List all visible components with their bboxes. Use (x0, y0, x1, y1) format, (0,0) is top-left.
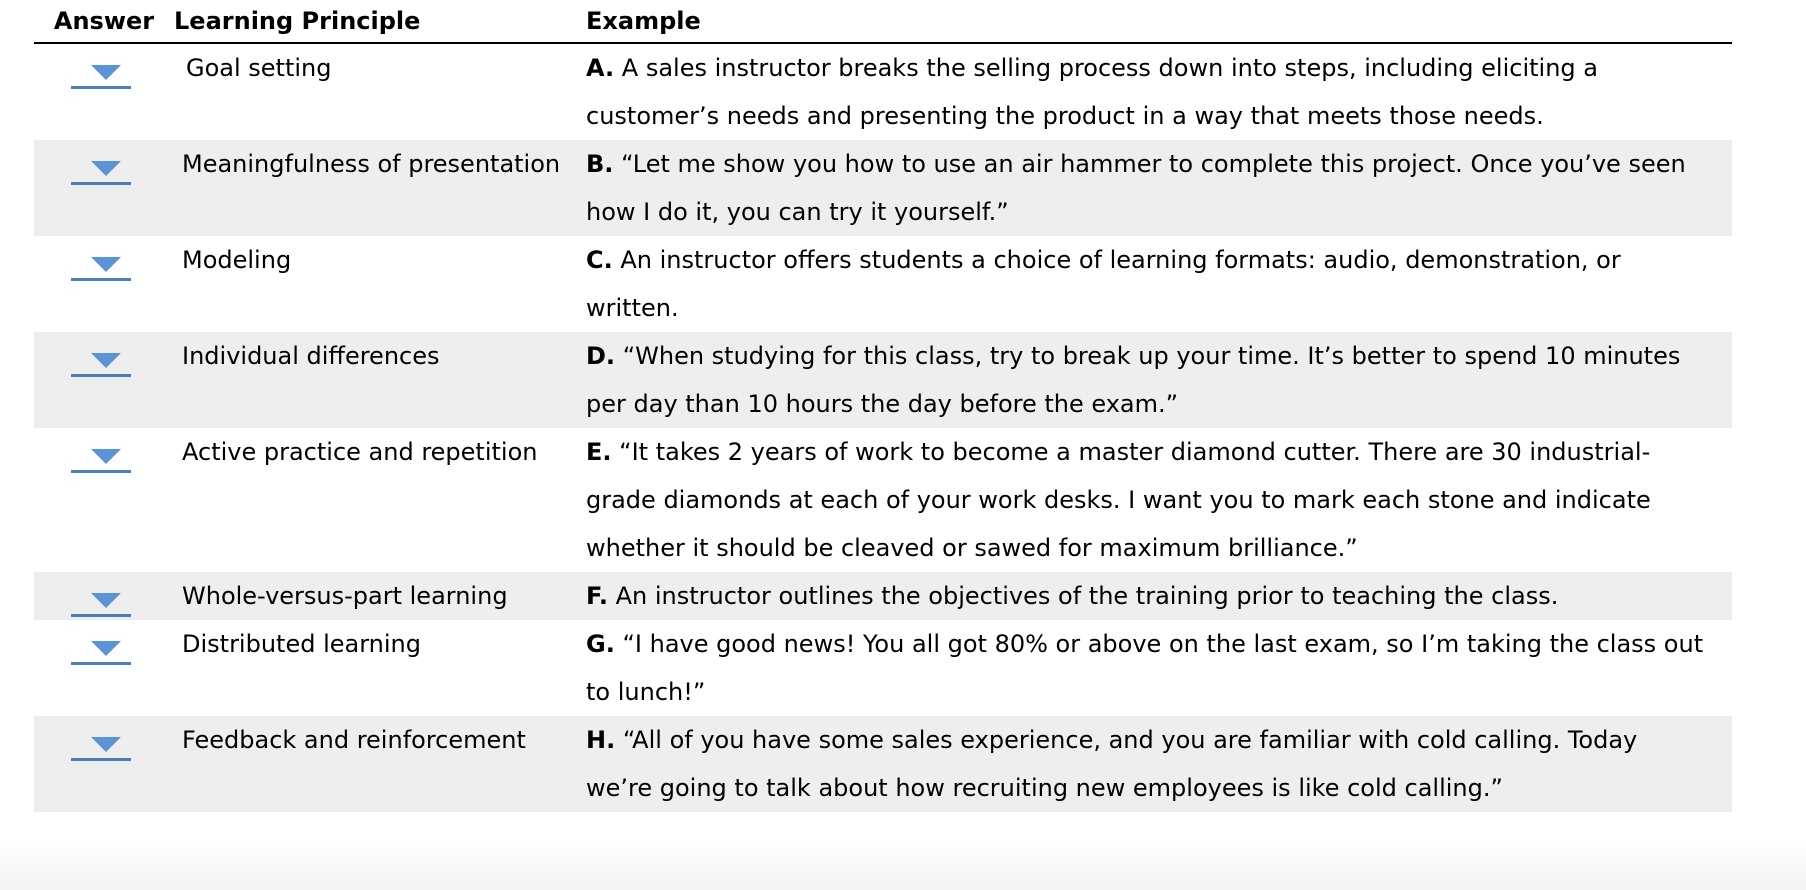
table-row (34, 620, 1732, 716)
table-row (34, 332, 1732, 428)
answer-cell (34, 572, 174, 620)
example-cell (586, 572, 1732, 620)
example-text: “Let me show you how to use an air hammer to complete this project. Once you’ve seen how I do it, you can try it yourself.” (586, 150, 1686, 226)
example-text: “It takes 2 years of work to become a master diamond cutter. There are 30 industrial-grade diamonds at each of your work desks. I want you to mark each stone and indicate whether it should be cleaved or sawed for maximum brilliance.” (586, 438, 1651, 562)
answer-dropdown[interactable] (71, 632, 133, 668)
table-row (34, 572, 1732, 620)
answer-cell (34, 332, 174, 428)
learning-principle: Individual differences (182, 342, 440, 370)
answer-dropdown[interactable] (71, 440, 133, 476)
answer-cell (34, 428, 174, 572)
chevron-down-icon (91, 449, 121, 464)
table-row (34, 140, 1732, 236)
header-example: Example (586, 0, 1732, 43)
dropdown-underline (71, 278, 131, 281)
matching-table (34, 0, 1732, 812)
example-cell (586, 716, 1732, 812)
example-letter: B. (586, 150, 614, 178)
table-row (34, 716, 1732, 812)
learning-principle: Distributed learning (182, 630, 421, 658)
chevron-down-icon (91, 65, 121, 80)
answer-dropdown[interactable] (71, 56, 133, 92)
bottom-fade (0, 840, 1806, 890)
dropdown-underline (71, 374, 131, 377)
example-text: “All of you have some sales experience, and you are familiar with cold calling. Today we’re going to talk about how recruiting new employees is like cold calling.” (586, 726, 1638, 802)
chevron-down-icon (91, 161, 121, 176)
example-letter: F. (586, 582, 608, 610)
answer-dropdown[interactable] (71, 152, 133, 188)
answer-cell (34, 716, 174, 812)
example-text: A sales instructor breaks the selling process down into steps, including eliciting a customer’s needs and presenting the product in a way that meets those needs. (586, 54, 1598, 130)
answer-dropdown[interactable] (71, 584, 133, 620)
answer-dropdown[interactable] (71, 344, 133, 380)
example-cell (586, 236, 1732, 332)
example-text: An instructor offers students a choice of learning formats: audio, demonstration, or written. (586, 246, 1621, 322)
example-letter: H. (586, 726, 616, 754)
answer-dropdown[interactable] (71, 728, 133, 764)
learning-principle: Meaningfulness of presentation (182, 150, 561, 178)
answer-cell (34, 236, 174, 332)
header-row (34, 0, 1732, 43)
answer-dropdown[interactable] (71, 248, 133, 284)
dropdown-underline (71, 614, 131, 617)
chevron-down-icon (91, 353, 121, 368)
dropdown-underline (71, 182, 131, 185)
chevron-down-icon (91, 593, 121, 608)
header-learning-principle: Learning Principle (174, 0, 586, 43)
example-letter: E. (586, 438, 612, 466)
table-body (34, 43, 1732, 812)
example-cell (586, 332, 1732, 428)
learning-principle: Modeling (182, 246, 292, 274)
example-cell (586, 428, 1732, 572)
learning-principle: Whole-versus-part learning (182, 582, 508, 610)
example-cell (586, 43, 1732, 140)
table-header (34, 0, 1732, 43)
example-text: An instructor outlines the objectives of the training prior to teaching the class. (615, 582, 1559, 610)
example-cell (586, 620, 1732, 716)
learning-principle: Goal setting (186, 54, 332, 82)
example-text: “I have good news! You all got 80% or above on the last exam, so I’m taking the class out to lunch!” (586, 630, 1704, 706)
table-row (34, 428, 1732, 572)
dropdown-underline (71, 758, 131, 761)
answer-cell (34, 620, 174, 716)
chevron-down-icon (91, 257, 121, 272)
chevron-down-icon (91, 737, 121, 752)
example-cell (586, 140, 1732, 236)
example-letter: D. (586, 342, 616, 370)
learning-principle: Feedback and reinforcement (182, 726, 526, 754)
dropdown-underline (71, 662, 131, 665)
learning-principle: Active practice and repetition (182, 438, 538, 466)
chevron-down-icon (91, 641, 121, 656)
example-letter: A. (586, 54, 615, 82)
answer-cell (34, 43, 174, 140)
dropdown-underline (71, 470, 131, 473)
answer-cell (34, 140, 174, 236)
table-row (34, 236, 1732, 332)
header-answer: Answer (34, 0, 174, 43)
example-letter: C. (586, 246, 613, 274)
example-text: “When studying for this class, try to break up your time. It’s better to spend 10 minutes per day than 10 hours the day before the exam.” (586, 342, 1681, 418)
dropdown-underline (71, 86, 131, 89)
table-row (34, 43, 1732, 140)
example-letter: G. (586, 630, 615, 658)
